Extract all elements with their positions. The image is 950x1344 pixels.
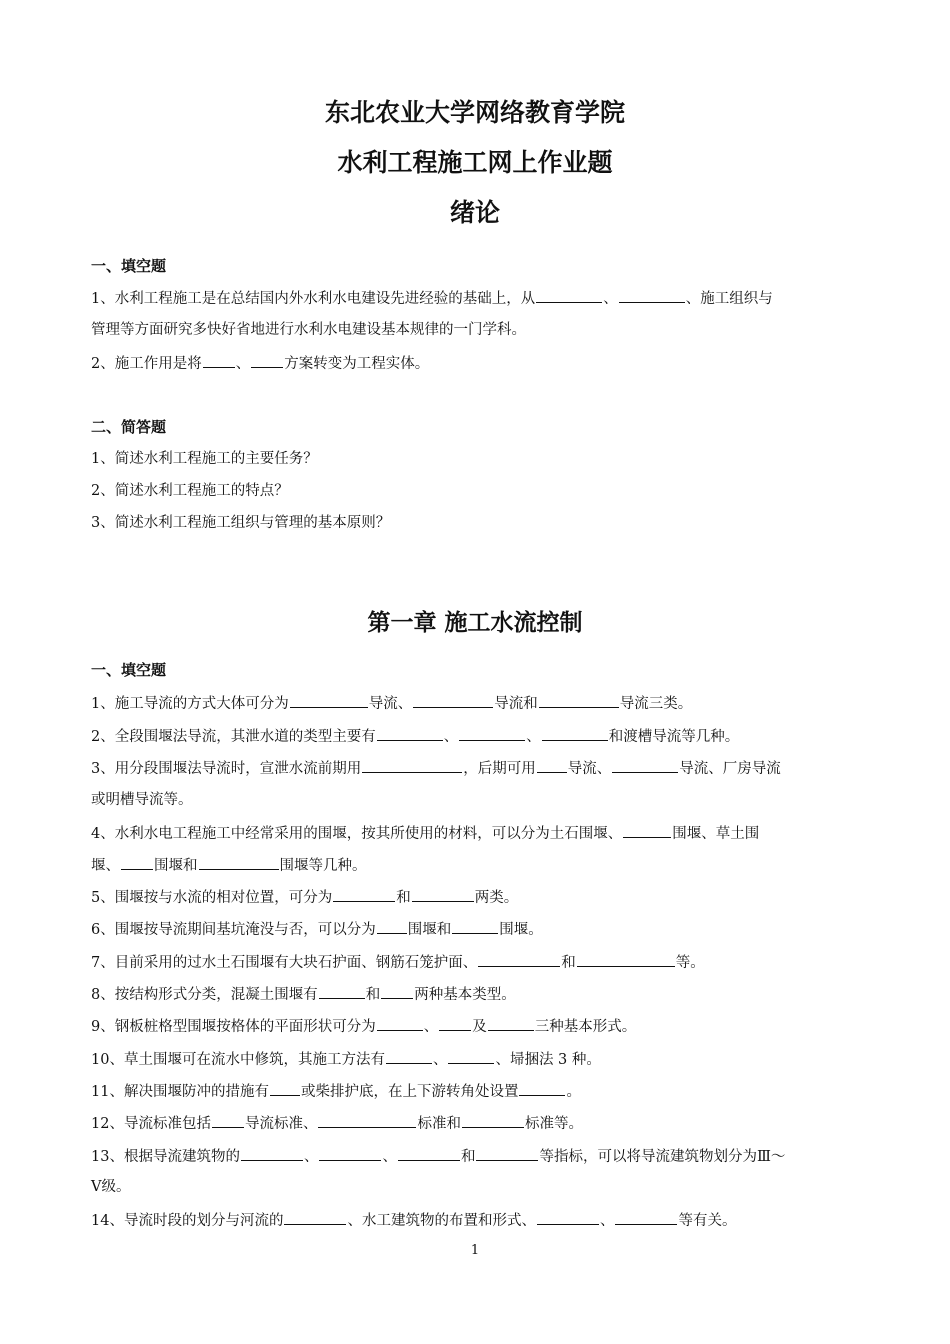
answer-blank[interactable]	[519, 1080, 565, 1096]
answer-blank[interactable]	[270, 1080, 300, 1096]
question-item: 3、用分段围堰法导流时，宣泄水流前期用 ，后期可用 导流、 导流、厂房导流	[91, 757, 781, 779]
question-item: 9、钢板桩格型围堰按格体的平面形状可分为 、 及 三种基本形式。	[91, 1015, 636, 1037]
answer-blank[interactable]	[612, 757, 678, 773]
answer-blank[interactable]	[333, 886, 395, 902]
question-item: 2、施工作用是将 、 方案转变为工程实体。	[91, 352, 429, 374]
question-item: 13、根据导流建筑物的 、 、 和 等指标，可以将导流建筑物划分为Ⅲ～	[91, 1145, 785, 1167]
answer-blank[interactable]	[319, 983, 365, 999]
answer-blank[interactable]	[536, 287, 602, 303]
section-title: 绪论	[449, 198, 500, 227]
answer-blank[interactable]	[412, 886, 474, 902]
answer-blank[interactable]	[439, 1015, 471, 1031]
short-question: 2、简述水利工程施工的特点？	[91, 483, 289, 499]
answer-blank[interactable]	[284, 1209, 346, 1225]
answer-blank[interactable]	[199, 854, 279, 870]
answer-blank[interactable]	[362, 757, 462, 773]
answer-blank[interactable]	[623, 822, 671, 838]
short-question: 1、简述水利工程施工的主要任务？	[91, 451, 318, 467]
answer-blank[interactable]	[398, 1145, 460, 1161]
page-number: 1	[470, 1243, 480, 1258]
course-title: 水利工程施工网上作业题	[337, 148, 613, 177]
answer-blank[interactable]	[212, 1112, 244, 1128]
question-item: 4、水利水电工程施工中经常采用的围堰，按其所使用的材料，可以分为土石围堰、 围堰、草土围	[91, 822, 759, 844]
answer-blank[interactable]	[478, 951, 560, 967]
answer-blank[interactable]	[319, 1145, 381, 1161]
answer-blank[interactable]	[619, 287, 685, 303]
answer-blank[interactable]	[537, 757, 567, 773]
answer-blank[interactable]	[448, 1048, 494, 1064]
fill-heading: 一、填空题	[91, 661, 167, 679]
question-item: 12、导流标准包括 导流标准、 标准和 标准等。	[91, 1112, 583, 1134]
answer-blank[interactable]	[121, 854, 153, 870]
question-item: 6、围堰按导流期间基坑淹没与否，可以分为 围堰和 围堰。	[91, 918, 543, 940]
answer-blank[interactable]	[462, 1112, 524, 1128]
question-item: 14、导流时段的划分与河流的 、水工建筑物的布置和形式、 、 等有关。	[91, 1209, 736, 1231]
answer-blank[interactable]	[577, 951, 675, 967]
answer-blank[interactable]	[290, 692, 368, 708]
answer-blank[interactable]	[251, 352, 283, 368]
question-item: 11、解决围堰防冲的措施有 或柴排护底，在上下游转角处设置 。	[91, 1080, 581, 1102]
answer-blank[interactable]	[459, 725, 525, 741]
question-continuation: 管理等方面研究多快好省地进行水利水电建设基本规律的一门学科。	[91, 322, 526, 338]
answer-blank[interactable]	[476, 1145, 538, 1161]
short-question: 3、简述水利工程施工组织与管理的基本原则？	[91, 515, 391, 531]
question-item: 8、按结构形式分类，混凝土围堰有 和 两种基本类型。	[91, 983, 516, 1005]
question-continuation: 堰、 围堰和 围堰等几种。	[91, 854, 367, 876]
question-item: 2、全段围堰法导流，其泄水道的类型主要有 、 、 和渡槽导流等几种。	[91, 725, 739, 747]
fill-heading: 一、填空题	[91, 257, 167, 275]
question-continuation: Ⅴ级。	[91, 1179, 131, 1195]
short-answer-heading: 二、简答题	[91, 418, 167, 436]
answer-blank[interactable]	[381, 983, 413, 999]
answer-blank[interactable]	[539, 692, 619, 708]
answer-blank[interactable]	[537, 1209, 599, 1225]
question-item: 10、草土围堰可在流水中修筑，其施工方法有 、 、埽捆法 3 种。	[91, 1048, 601, 1070]
answer-blank[interactable]	[452, 918, 498, 934]
answer-blank[interactable]	[615, 1209, 677, 1225]
answer-blank[interactable]	[377, 918, 407, 934]
question-item: 1、施工导流的方式大体可分为 导流、 导流和 导流三类。	[91, 692, 692, 714]
answer-blank[interactable]	[386, 1048, 432, 1064]
answer-blank[interactable]	[488, 1015, 534, 1031]
answer-blank[interactable]	[377, 725, 443, 741]
institution-title: 东北农业大学网络教育学院	[324, 98, 625, 127]
answer-blank[interactable]	[241, 1145, 303, 1161]
question-continuation: 或明槽导流等。	[91, 792, 193, 808]
question-item: 5、围堰按与水流的相对位置，可分为 和 两类。	[91, 886, 518, 908]
answer-blank[interactable]	[413, 692, 493, 708]
answer-blank[interactable]	[377, 1015, 423, 1031]
answer-blank[interactable]	[203, 352, 235, 368]
question-item: 7、目前采用的过水土石围堰有大块石护面、钢筋石笼护面、 和 等。	[91, 951, 705, 973]
question-item: 1、水利工程施工是在总结国内外水利水电建设先进经验的基础上，从 、 、施工组织与	[91, 287, 773, 309]
chapter-title: 第一章 施工水流控制	[367, 610, 583, 636]
answer-blank[interactable]	[542, 725, 608, 741]
answer-blank[interactable]	[318, 1112, 416, 1128]
